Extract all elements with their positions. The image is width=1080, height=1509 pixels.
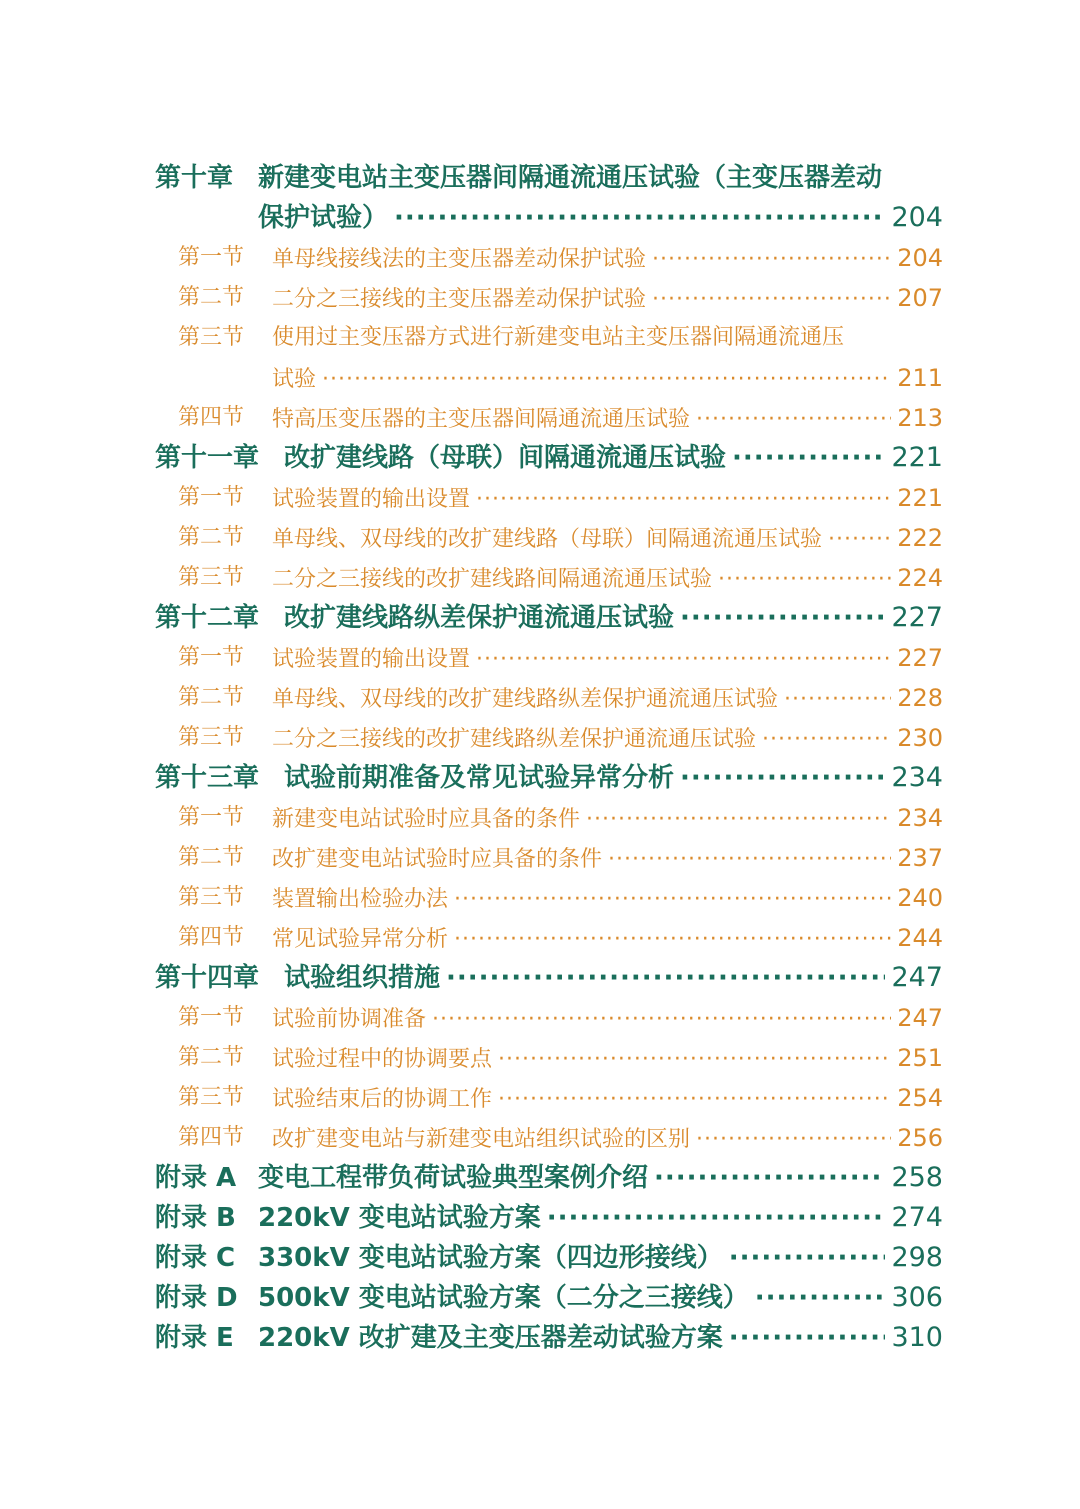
section-number: 第四节 bbox=[178, 925, 245, 950]
section-entry bbox=[272, 1078, 943, 1118]
section-entry bbox=[272, 678, 943, 718]
section-entry bbox=[272, 398, 943, 438]
dot-leader bbox=[652, 240, 891, 280]
page-number: 310 bbox=[891, 1322, 943, 1353]
chapter-title: 新建变电站主变压器间隔通流通压试验（主变压器差动 bbox=[258, 163, 883, 193]
dot-leader bbox=[762, 720, 891, 760]
page-number: 213 bbox=[897, 404, 943, 432]
section-entry bbox=[272, 798, 943, 838]
section-title: 改扩建变电站试验时应具备的条件 bbox=[272, 847, 603, 872]
page-number: 207 bbox=[897, 284, 943, 312]
section-entry bbox=[272, 238, 943, 278]
dot-leader bbox=[654, 1158, 885, 1198]
page-number: 228 bbox=[897, 684, 943, 712]
section-title: 装置输出检验办法 bbox=[272, 887, 449, 912]
dot-leader bbox=[547, 1198, 886, 1238]
section-entry bbox=[272, 878, 943, 918]
section-entry bbox=[272, 478, 943, 518]
section-title: 二分之三接线的改扩建线路纵差保护通流通压试验 bbox=[272, 727, 757, 752]
dot-leader bbox=[586, 800, 891, 840]
dot-leader bbox=[446, 958, 885, 998]
page-number: 222 bbox=[897, 524, 943, 552]
section-title: 新建变电站试验时应具备的条件 bbox=[272, 807, 581, 832]
appendix-entry bbox=[258, 1158, 943, 1198]
dot-leader bbox=[498, 1040, 891, 1080]
page-number: 234 bbox=[897, 804, 943, 832]
dot-leader bbox=[729, 1318, 886, 1358]
section-number: 第一节 bbox=[178, 645, 245, 670]
dot-leader bbox=[755, 1278, 886, 1318]
section-entry bbox=[272, 518, 943, 558]
dot-leader bbox=[476, 640, 891, 680]
section-entry bbox=[272, 638, 943, 678]
dot-leader bbox=[828, 520, 891, 560]
section-entry bbox=[272, 278, 943, 318]
dot-leader bbox=[729, 1238, 886, 1278]
section-title-continued: 试验 bbox=[272, 367, 317, 392]
page-number: 244 bbox=[897, 924, 943, 952]
appendix-number: 附录 B bbox=[155, 1203, 236, 1233]
appendix-number: 附录 E bbox=[155, 1323, 234, 1353]
section-title: 试验结束后的协调工作 bbox=[272, 1087, 493, 1112]
section-number: 第二节 bbox=[178, 525, 245, 550]
chapter-title: 改扩建线路纵差保护通流通压试验 bbox=[284, 603, 675, 633]
page-number: 227 bbox=[891, 602, 943, 633]
dot-leader bbox=[394, 198, 885, 238]
section-number: 第三节 bbox=[178, 725, 245, 750]
page-number: 251 bbox=[897, 1044, 943, 1072]
dot-leader bbox=[454, 880, 891, 920]
appendix-entry bbox=[258, 1318, 943, 1358]
chapter-entry-continued bbox=[258, 198, 943, 238]
chapter-entry bbox=[284, 598, 943, 638]
section-title: 单母线、双母线的改扩建线路（母联）间隔通流通压试验 bbox=[272, 527, 823, 552]
section-number: 第一节 bbox=[178, 485, 245, 510]
section-number: 第二节 bbox=[178, 1045, 245, 1070]
page-number: 247 bbox=[891, 962, 943, 993]
dot-leader bbox=[652, 280, 891, 320]
appendix-number: 附录 D bbox=[155, 1283, 238, 1313]
dot-leader bbox=[608, 840, 891, 880]
section-entry bbox=[272, 1118, 943, 1158]
appendix-title: 220kV 变电站试验方案 bbox=[258, 1203, 541, 1233]
page-number: 256 bbox=[897, 1124, 943, 1152]
appendix-number: 附录 A bbox=[155, 1163, 237, 1193]
section-number: 第一节 bbox=[178, 245, 245, 270]
appendix-title: 330kV 变电站试验方案（四边形接线） bbox=[258, 1243, 723, 1273]
appendix-title: 500kV 变电站试验方案（二分之三接线） bbox=[258, 1283, 749, 1313]
page-number: 204 bbox=[891, 202, 943, 233]
page-number: 237 bbox=[897, 844, 943, 872]
appendix-title: 220kV 改扩建及主变压器差动试验方案 bbox=[258, 1323, 723, 1353]
appendix-entry bbox=[258, 1278, 943, 1318]
page-number: 298 bbox=[891, 1242, 943, 1273]
dot-leader bbox=[476, 480, 891, 520]
section-number: 第三节 bbox=[178, 885, 245, 910]
section-number: 第一节 bbox=[178, 1005, 245, 1030]
appendix-entry bbox=[258, 1238, 943, 1278]
dot-leader bbox=[680, 758, 885, 798]
page-number: 230 bbox=[897, 724, 943, 752]
page-number: 234 bbox=[891, 762, 943, 793]
page-number: 240 bbox=[897, 884, 943, 912]
page-number: 221 bbox=[891, 442, 943, 473]
section-title: 改扩建变电站与新建变电站组织试验的区别 bbox=[272, 1127, 691, 1152]
section-number: 第一节 bbox=[178, 805, 245, 830]
section-number: 第二节 bbox=[178, 685, 245, 710]
section-title: 试验前协调准备 bbox=[272, 1007, 427, 1032]
section-entry bbox=[272, 718, 943, 758]
section-title: 试验装置的输出设置 bbox=[272, 487, 471, 512]
section-title: 特高压变压器的主变压器间隔通流通压试验 bbox=[272, 407, 691, 432]
dot-leader bbox=[718, 560, 891, 600]
section-title: 试验装置的输出设置 bbox=[272, 647, 471, 672]
section-number: 第三节 bbox=[178, 565, 245, 590]
dot-leader bbox=[498, 1080, 891, 1120]
section-entry-continued bbox=[272, 358, 943, 398]
dot-leader bbox=[732, 438, 885, 478]
chapter-title-continued: 保护试验） bbox=[258, 203, 389, 233]
dot-leader bbox=[322, 360, 891, 400]
section-title: 二分之三接线的主变压器差动保护试验 bbox=[272, 287, 647, 312]
section-number: 第二节 bbox=[178, 845, 245, 870]
section-entry bbox=[272, 1038, 943, 1078]
page-number: 224 bbox=[897, 564, 943, 592]
chapter-number: 第十一章 bbox=[155, 443, 260, 473]
appendix-number: 附录 C bbox=[155, 1243, 236, 1273]
chapter-number: 第十章 bbox=[155, 163, 234, 193]
page-number: 258 bbox=[891, 1162, 943, 1193]
page-number: 254 bbox=[897, 1084, 943, 1112]
page-number: 221 bbox=[897, 484, 943, 512]
section-entry bbox=[272, 558, 943, 598]
chapter-entry bbox=[284, 958, 943, 998]
page-number: 227 bbox=[897, 644, 943, 672]
section-title: 试验过程中的协调要点 bbox=[272, 1047, 493, 1072]
section-number: 第四节 bbox=[178, 1125, 245, 1150]
page-number: 306 bbox=[891, 1282, 943, 1313]
chapter-number: 第十三章 bbox=[155, 763, 260, 793]
chapter-number: 第十二章 bbox=[155, 603, 260, 633]
section-entry bbox=[272, 918, 943, 958]
dot-leader bbox=[784, 680, 891, 720]
dot-leader bbox=[696, 400, 891, 440]
page-number: 274 bbox=[891, 1202, 943, 1233]
chapter-title: 试验前期准备及常见试验异常分析 bbox=[284, 763, 675, 793]
chapter-title: 试验组织措施 bbox=[284, 963, 441, 993]
chapter-title: 改扩建线路（母联）间隔通流通压试验 bbox=[284, 443, 727, 473]
section-number: 第三节 bbox=[178, 325, 245, 350]
appendix-title: 变电工程带负荷试验典型案例介绍 bbox=[258, 1163, 649, 1193]
chapter-entry bbox=[284, 438, 943, 478]
dot-leader bbox=[680, 598, 885, 638]
section-number: 第四节 bbox=[178, 405, 245, 430]
section-entry bbox=[272, 838, 943, 878]
section-number: 第三节 bbox=[178, 1085, 245, 1110]
appendix-entry bbox=[258, 1198, 943, 1238]
section-title: 单母线、双母线的改扩建线路纵差保护通流通压试验 bbox=[272, 687, 779, 712]
section-title: 常见试验异常分析 bbox=[272, 927, 449, 952]
page-number: 247 bbox=[897, 1004, 943, 1032]
dot-leader bbox=[454, 920, 891, 960]
page-number: 204 bbox=[897, 244, 943, 272]
chapter-number: 第十四章 bbox=[155, 963, 260, 993]
section-title: 使用过主变压器方式进行新建变电站主变压器间隔通流通压 bbox=[272, 325, 845, 350]
section-number: 第二节 bbox=[178, 285, 245, 310]
section-title: 单母线接线法的主变压器差动保护试验 bbox=[272, 247, 647, 272]
dot-leader bbox=[432, 1000, 891, 1040]
page-number: 211 bbox=[897, 364, 943, 392]
chapter-entry bbox=[284, 758, 943, 798]
section-title: 二分之三接线的改扩建线路间隔通流通压试验 bbox=[272, 567, 713, 592]
dot-leader bbox=[696, 1120, 891, 1160]
section-entry bbox=[272, 998, 943, 1038]
